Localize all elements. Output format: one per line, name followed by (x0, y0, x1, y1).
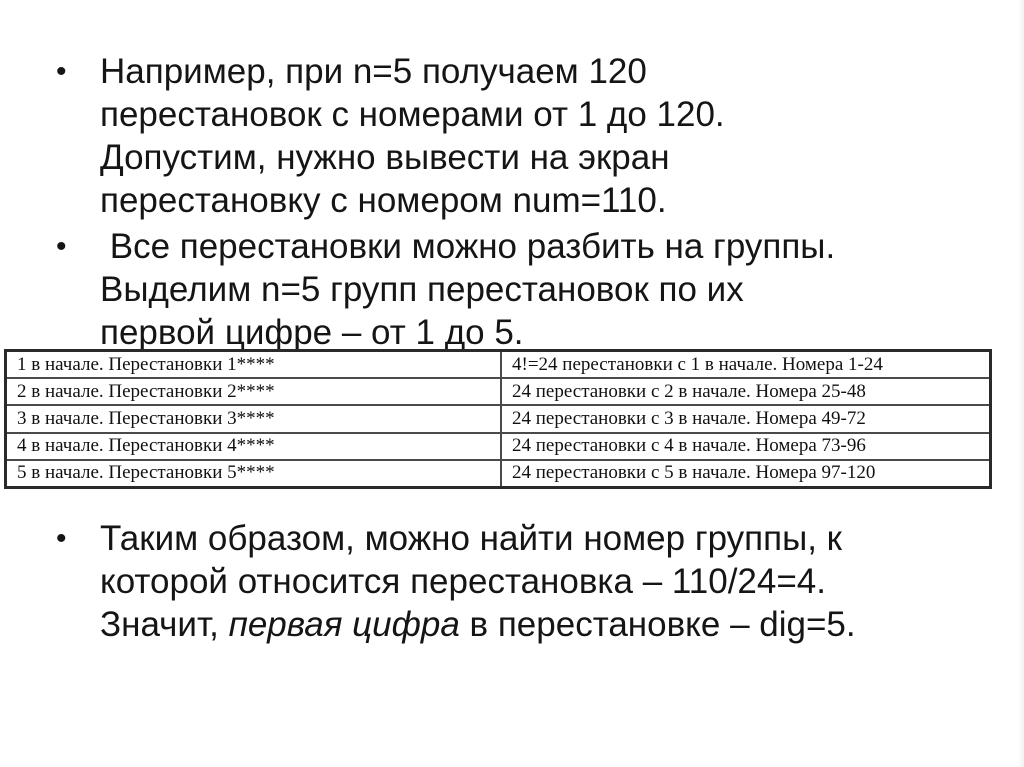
table-row (6, 433, 991, 460)
table-cell: 3 в начале. Перестановки 3**** (6, 405, 502, 432)
bullet-line (100, 603, 856, 646)
table-cell: 24 перестановки с 3 в начале. Номера 49-72 (501, 405, 991, 432)
bullet-text (100, 517, 856, 646)
permutation-groups-table-wrapper (4, 349, 992, 489)
table-cell: 4 в начале. Перестановки 4**** (6, 433, 502, 460)
bullet-line: Например, при n=5 получаем 120 (100, 52, 647, 91)
bullet-marker: • (56, 522, 67, 555)
bullet-marker: • (56, 55, 67, 88)
bullet-line: первой цифре – от 1 до 5. (100, 313, 524, 352)
table-cell: 24 перестановки с 2 в начале. Номера 25-48 (501, 378, 991, 405)
bullet-marker: • (56, 230, 67, 263)
bullet-line: Допустим, нужно вывести на экран (100, 138, 670, 177)
bullet-line: Таким образом, можно найти номер группы, к (100, 519, 842, 558)
table-cell: 5 в начале. Перестановки 5**** (6, 460, 502, 488)
bullet-line: перестановку с номером num=110. (100, 181, 667, 220)
bullet-text-prefix: Значит, (100, 605, 229, 644)
table-row (6, 460, 991, 488)
table-cell: 4!=24 перестановки с 1 в начале. Номера 1-24 (501, 351, 991, 379)
table-cell: 24 перестановки с 5 в начале. Номера 97-120 (501, 460, 991, 488)
table-row (6, 405, 991, 432)
bullet-text-emphasis: первая цифра (228, 605, 460, 644)
table-row (6, 378, 991, 405)
bullet-text-suffix: в перестановке – dig=5. (459, 605, 856, 644)
table-cell: 24 перестановки с 4 в начале. Номера 73-96 (501, 433, 991, 460)
slide-edge-shadow (1018, 0, 1024, 767)
bullet-text (100, 50, 725, 222)
bullet-line: перестановок с номерами от 1 до 120. (100, 95, 725, 134)
bullet-line: Выделим n=5 групп перестановок по их (100, 270, 744, 309)
table-cell: 1 в начале. Перестановки 1**** (6, 351, 502, 379)
bullet-line: Все перестановки можно разбить на группы. (100, 227, 836, 266)
table-cell: 2 в начале. Перестановки 2**** (6, 378, 502, 405)
bullet-text (100, 225, 835, 354)
bullet-line: которой относится перестановка – 110/24=4. (100, 562, 826, 601)
table-row (6, 351, 991, 379)
permutation-groups-table (4, 349, 992, 489)
